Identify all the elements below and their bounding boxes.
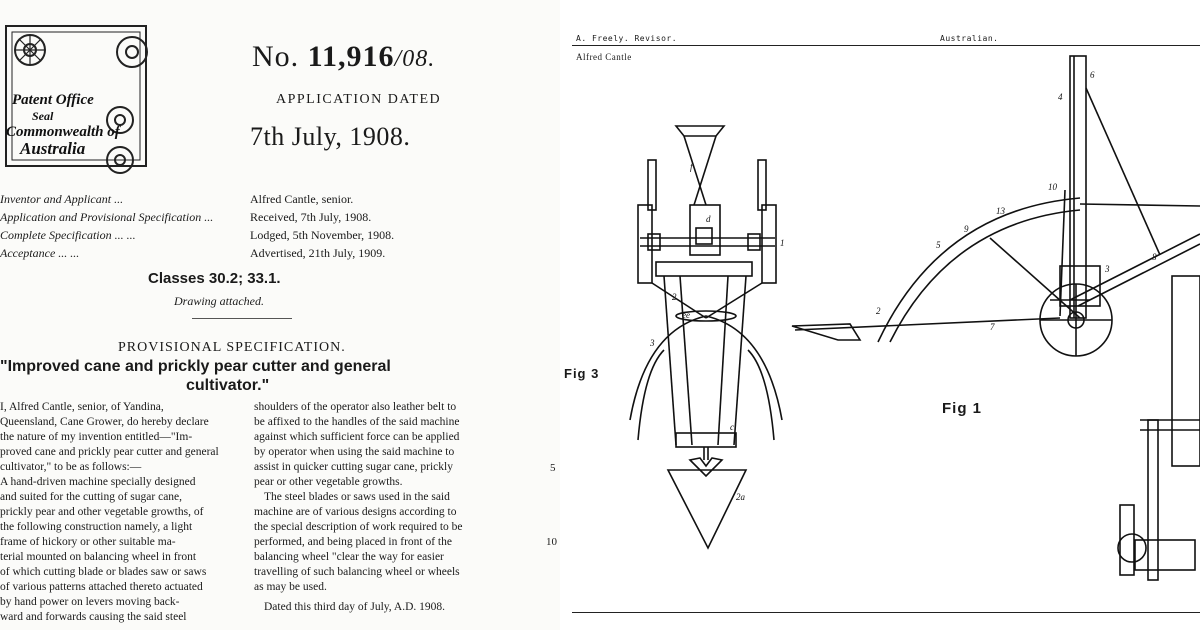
application-dated-label: APPLICATION DATED: [276, 92, 442, 107]
spec-heading: PROVISIONAL SPECIFICATION.: [118, 340, 346, 355]
meta-value: Lodged, 5th November, 1908.: [250, 228, 395, 242]
meta-value: Received, 7th July, 1908.: [250, 210, 372, 224]
fig3-drawing: [630, 126, 782, 548]
patent-drawing: [560, 0, 1200, 630]
text-line: as may be used.: [254, 581, 327, 593]
fig1-label: Fig 1: [942, 400, 983, 417]
text-column-left: [0, 400, 236, 625]
meta-label: Complete Specification ... ...: [0, 228, 136, 242]
meta-row: [0, 210, 560, 228]
meta-label: Application and Provisional Specification ...: [0, 210, 214, 224]
ref-letter: 3: [1105, 264, 1110, 274]
ref-letter: 2a: [736, 492, 745, 502]
ref-letter: 4: [1058, 92, 1063, 102]
invention-title-line2: cultivator.": [186, 377, 270, 394]
meta-row: [0, 192, 560, 210]
svg-text:Australia: Australia: [20, 139, 86, 158]
applicant-name: Alfred Cantle: [576, 52, 632, 62]
text-line: the nature of my invention entitled—"Im-: [0, 431, 193, 443]
text-line: Queensland, Cane Grower, do hereby declare: [0, 416, 209, 428]
drawing-page: [560, 0, 1200, 630]
svg-text:Commonwealth of: Commonwealth of: [6, 124, 120, 140]
text-line: balancing wheel "clear the way for easier: [254, 551, 444, 563]
text-line: the special description of work required to be: [254, 521, 463, 533]
text-line: be affixed to the handles of the said machine: [254, 416, 460, 428]
ref-letter: c: [730, 422, 734, 432]
text-line: cultivator," to be as follows:—: [0, 461, 142, 473]
text-line: and suited for the cutting of sugar cane,: [0, 491, 183, 503]
ref-letter: 3: [650, 338, 655, 348]
meta-value: Advertised, 21th July, 1909.: [250, 246, 386, 260]
svg-text:Patent Office: Patent Office: [12, 92, 94, 108]
patent-office-seal: [0, 12, 162, 182]
text-line: pear or other vegetable growths.: [254, 476, 403, 488]
ref-letter: ee: [682, 310, 690, 320]
text-column-right: [254, 400, 544, 615]
ref-letter: 5: [936, 240, 941, 250]
text-line: terial mounted on balancing wheel in front: [0, 551, 197, 563]
ref-letter: 8: [1152, 252, 1157, 262]
footer-rule: [572, 612, 1200, 613]
svg-text:Seal: Seal: [32, 109, 54, 123]
text-line: A hand-driven machine specially designed: [0, 476, 196, 488]
fig1-reference-letters: [876, 70, 1157, 332]
fig3-reference-letters: [649, 162, 785, 502]
text-line: The steel blades or saws used in the said: [264, 491, 450, 503]
line-number: 5: [550, 462, 556, 474]
classes: Classes 30.2; 33.1.: [148, 270, 281, 287]
invention-title-line1: "Improved cane and prickly pear cutter and general: [0, 358, 391, 375]
ref-letter: 13: [996, 206, 1005, 216]
text-line: the following construction namely, a light: [0, 521, 193, 533]
meta-row: [0, 246, 560, 264]
meta-value: Alfred Cantle, senior.: [250, 192, 354, 206]
fig3-label: Fig 3: [564, 366, 600, 381]
ref-letter: 2: [672, 292, 677, 302]
text-line: I, Alfred Cantle, senior, of Yandina,: [0, 401, 164, 413]
page-header-left: A. Freely. Revisor.: [576, 34, 678, 43]
specification-page: [0, 0, 560, 630]
text-line: travelling of such balancing wheel or wheels: [254, 566, 460, 578]
meta-row: [0, 228, 560, 246]
divider: [192, 318, 292, 319]
text-line: shoulders of the operator also leather belt to: [254, 401, 457, 413]
text-line: performed, and being placed in front of the: [254, 536, 452, 548]
text-line: of various patterns attached thereto actuated: [0, 581, 203, 593]
ref-letter: 9: [964, 224, 969, 234]
meta-label: Inventor and Applicant ...: [0, 192, 124, 206]
ref-letter: d: [706, 214, 711, 224]
ref-letter: 1: [780, 238, 785, 248]
text-line: by operator when using the said machine to: [254, 446, 455, 458]
text-line: ward and forwards causing the said steel: [0, 611, 187, 623]
text-line: prickly pear and other vegetable growths, of: [0, 506, 204, 518]
text-line: against which sufficient force can be applied: [254, 431, 460, 443]
application-date: 7th July, 1908.: [250, 122, 411, 151]
ref-letter: 6: [1090, 70, 1095, 80]
text-line: proved cane and prickly pear cutter and general: [0, 446, 219, 458]
ref-letter: f: [690, 162, 693, 172]
text-line: frame of hickory or other suitable ma-: [0, 536, 176, 548]
meta-label: Acceptance ... ...: [0, 246, 80, 260]
fig1-drawing: [792, 56, 1200, 580]
line-number: 10: [546, 536, 557, 548]
page-header-center: Australian.: [940, 34, 999, 43]
ref-letter: 7: [990, 322, 995, 332]
text-line: by hand power on levers moving back-: [0, 596, 180, 608]
application-number: No. 11,916/08.: [252, 40, 436, 73]
ref-letter: 10: [1048, 182, 1057, 192]
drawing-note: Drawing attached.: [174, 294, 264, 308]
ref-letter: 2: [876, 306, 881, 316]
text-line: machine are of various designs according to: [254, 506, 457, 518]
text-line: of which cutting blade or blades saw or saws: [0, 566, 207, 578]
text-line: assist in quicker cutting sugar cane, prickly: [254, 461, 453, 473]
text-line: Dated this third day of July, A.D. 1908.: [264, 601, 446, 613]
